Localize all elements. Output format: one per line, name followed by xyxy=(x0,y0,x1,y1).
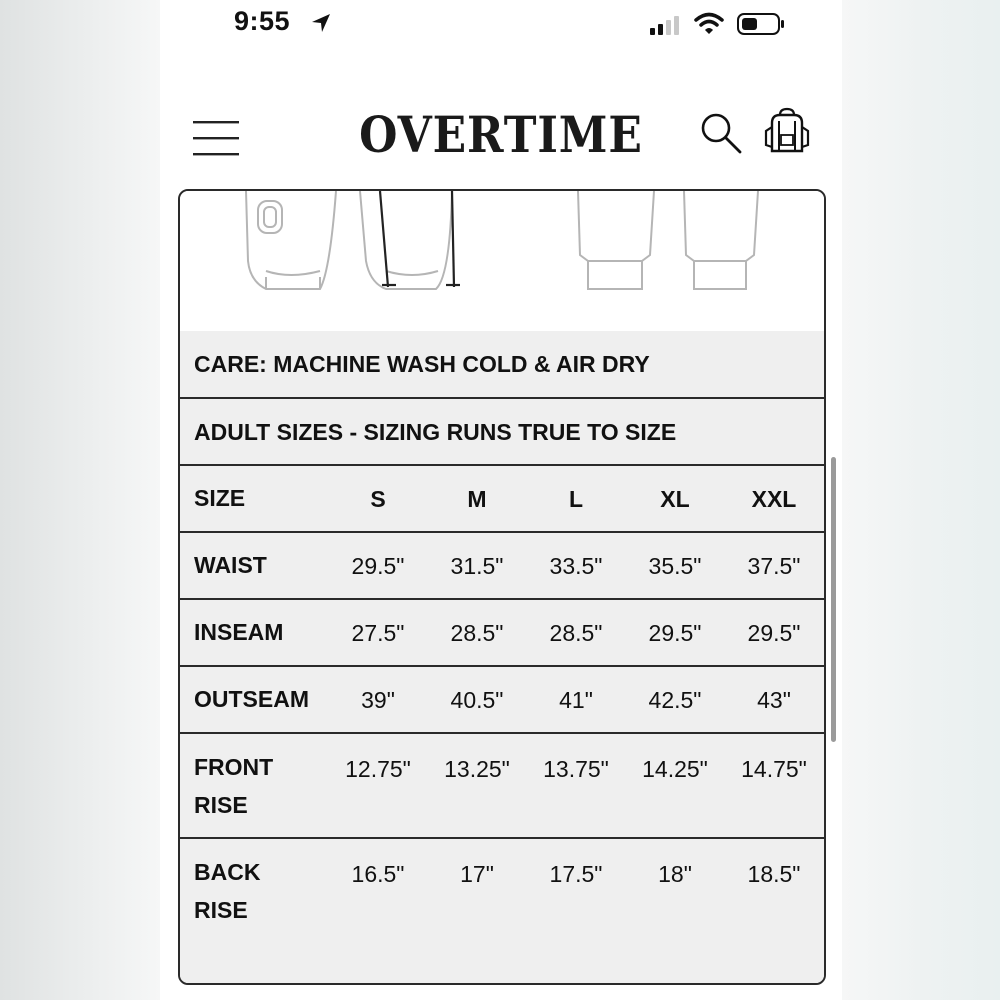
scrollbar[interactable] xyxy=(831,457,836,742)
background-right xyxy=(842,0,1000,1000)
brand-logo[interactable]: OVERTIME xyxy=(359,105,643,164)
background-left xyxy=(0,0,160,1000)
value-m: 13.25" xyxy=(444,756,510,782)
pants-drawing xyxy=(180,191,824,331)
battery-icon xyxy=(737,12,785,36)
size-header-row xyxy=(180,466,824,533)
value-l: 28.5" xyxy=(549,620,603,646)
value-xl: 42.5" xyxy=(648,687,702,713)
value-l: 41" xyxy=(559,687,593,713)
value-l: 33.5" xyxy=(549,553,603,579)
value-xxl: 29.5" xyxy=(747,620,801,646)
size-xxl: XXL xyxy=(751,486,797,512)
table-row-back-rise xyxy=(180,839,824,985)
cellular-signal-icon xyxy=(649,15,683,35)
row-label-line1: BACK xyxy=(194,859,261,885)
value-m: 17" xyxy=(460,861,494,887)
value-l: 13.75" xyxy=(543,756,609,782)
backpack-bag-icon[interactable] xyxy=(764,107,810,155)
wifi-icon xyxy=(694,12,724,36)
size-chart-table xyxy=(178,189,826,985)
value-m: 40.5" xyxy=(450,687,504,713)
table-row-outseam xyxy=(180,667,824,734)
size-s: S xyxy=(370,486,386,512)
size-xl: XL xyxy=(660,486,690,512)
adult-sizes-row xyxy=(180,399,824,466)
care-row xyxy=(180,331,824,399)
value-xxl: 18.5" xyxy=(747,861,801,887)
value-xl: 18" xyxy=(658,861,692,887)
value-s: 29.5" xyxy=(351,553,405,579)
row-label: OUTSEAM xyxy=(194,686,309,712)
row-label: INSEAM xyxy=(194,619,284,645)
value-l: 17.5" xyxy=(549,861,603,887)
value-xl: 14.25" xyxy=(642,756,708,782)
status-time: 9:55 xyxy=(234,6,291,36)
value-m: 31.5" xyxy=(450,553,504,579)
value-xxl: 43" xyxy=(757,687,791,713)
value-xxl: 37.5" xyxy=(747,553,801,579)
table-row-front-rise xyxy=(180,734,824,839)
site-header xyxy=(160,85,842,197)
size-l: L xyxy=(568,486,584,512)
value-s: 27.5" xyxy=(351,620,405,646)
size-label: SIZE xyxy=(194,485,246,511)
size-chart-content xyxy=(160,197,842,1000)
row-label-line2: RISE xyxy=(194,897,248,923)
table-row-waist xyxy=(180,533,824,600)
search-icon[interactable] xyxy=(699,111,743,155)
row-label: WAIST xyxy=(194,552,267,578)
pants-illustration xyxy=(180,191,824,333)
phone-screen xyxy=(160,0,842,1000)
table-row-inseam xyxy=(180,600,824,667)
value-xxl: 14.75" xyxy=(741,756,807,782)
location-arrow-icon xyxy=(310,12,332,34)
value-m: 28.5" xyxy=(450,620,504,646)
row-label-line1: FRONT xyxy=(194,754,274,780)
value-s: 39" xyxy=(361,687,395,713)
care-instructions: CARE: MACHINE WASH COLD & AIR DRY xyxy=(194,351,650,377)
value-s: 12.75" xyxy=(345,756,411,782)
value-xl: 29.5" xyxy=(648,620,702,646)
row-label-line2: RISE xyxy=(194,792,248,818)
adult-sizes-note: ADULT SIZES - SIZING RUNS TRUE TO SIZE xyxy=(194,419,677,445)
value-xl: 35.5" xyxy=(648,553,702,579)
size-m: M xyxy=(467,486,487,512)
value-s: 16.5" xyxy=(351,861,405,887)
